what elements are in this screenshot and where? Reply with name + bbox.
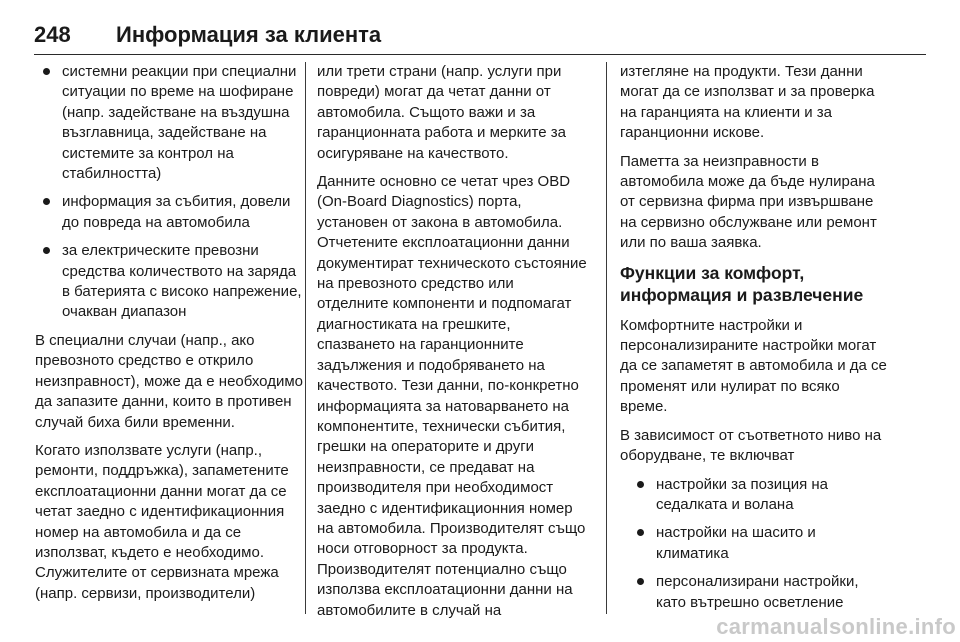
bullet-list	[620, 475, 888, 613]
paragraph: Паметта за неизправности в автомобила може да бъде нулирана от сервизна фирма при извършване на сервизно обслужване или ремонт или по ваша заявка.	[620, 152, 877, 252]
paragraph: Данните основно се четат чрез OBD (On-Board Diagnostics) порта, установен от закона в автомобила. Отчетените експлоатационни данни документират техническото състояние на превозното средство или отделните компоненти и подпомагат диагностиката на грешките, спазването на гаранционните задължения и подобряването на качеството. Тези данни, по-конкретно информацията за натоварването на компонентите, технически събития, грешки на операторите и други неизправности, се предават на производителя при необходимост заедно с идентификационния номер на автомобила. Производителят също носи отговорност за продукта. Производителят потенциално също използва експлоатационни данни на автомобилите в случай на	[317, 173, 587, 619]
list-item: за електрическите превозни средства количеството на заряда в батерията с високо напрежение, очакван диапазон	[35, 241, 305, 323]
list-item: информация за събития, довели до повреда на автомобила	[35, 192, 305, 233]
list-item: персонализирани настройки, като вътрешно осветление	[620, 572, 888, 613]
paragraph: или трети страни (напр. услуги при повреди) могат да четат данни от автомобила. Същото важи и за гаранционната работа и мерките за осигуряване на качеството.	[317, 63, 566, 162]
paragraph: Комфортните настройки и персонализираните настройки могат да се запаметят в автомобила и да се променят или нулират по всяко време.	[620, 316, 887, 416]
text-column-3	[620, 62, 888, 621]
bullet-list	[35, 62, 305, 323]
paragraph: В специални случаи (напр., ако превозното средство е открило неизправност), може да е необходимо да запазите данни, които в противен случай биха били временни.	[35, 331, 303, 431]
list-item: системни реакции при специални ситуации по време на шофиране (напр. задействане на въздушна възглавница, задействане на системите за контрол на стабилността)	[35, 62, 305, 184]
text-column-2	[317, 62, 587, 629]
watermark: carmanualsonline.info	[716, 614, 956, 639]
column-divider	[305, 62, 306, 614]
page-header	[34, 20, 926, 55]
page-number: 248	[34, 22, 71, 47]
paragraph: изтегляне на продукти. Тези данни могат да се използват и за проверка на гаранцията на клиенти и за гаранционни искове.	[620, 63, 875, 142]
list-item: настройки на шасито и климатика	[620, 523, 888, 564]
list-item: настройки за позиция на седалката и волана	[620, 475, 888, 516]
text-column-1	[35, 62, 305, 612]
section-heading: Функции за комфорт, информация и развлечение	[620, 262, 864, 305]
paragraph: В зависимост от съответното ниво на оборудване, те включват	[620, 426, 882, 465]
paragraph: Когато използвате услуги (напр., ремонти, поддръжка), запаметените експлоатационни данни могат да се четат заедно с идентификационния номер на автомобила и да се използват, където е необходимо. Служителите от сервизната мрежа (напр. сервизи, производители)	[35, 441, 289, 602]
page-title: Информация за клиента	[116, 22, 382, 47]
column-divider	[606, 62, 607, 614]
